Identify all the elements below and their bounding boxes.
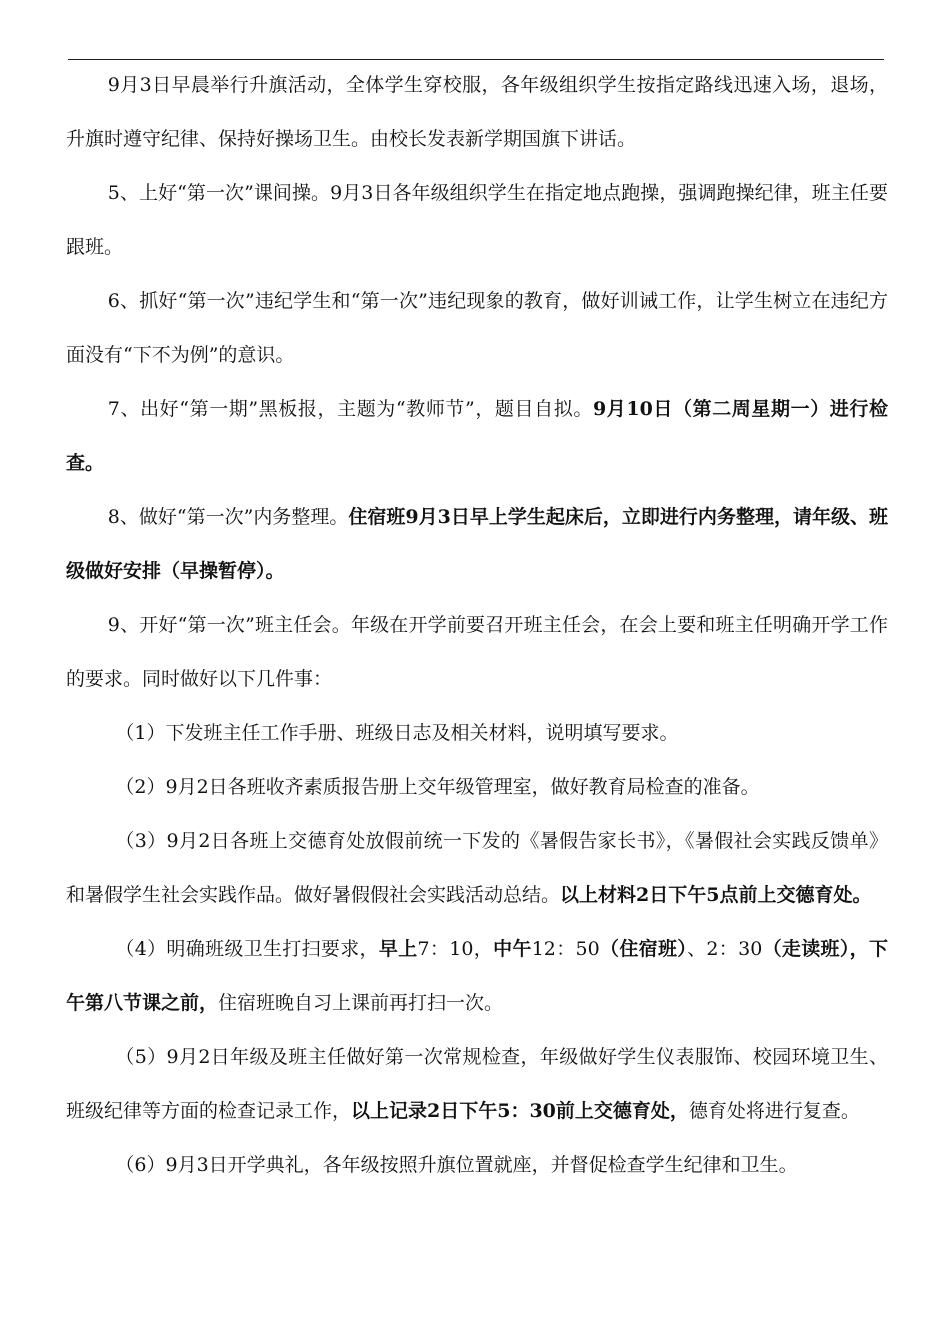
sub-item-paragraph: [66, 760, 888, 814]
bold-text-run: （走读班），下午第八节课之前，: [66, 938, 888, 1014]
sub-item-paragraph: [66, 814, 888, 922]
text-run: （2）9月2日各班收齐素质报告册上交年级管理室，做好教育局检查的准备。: [115, 776, 760, 798]
text-run: 、2：30: [687, 938, 763, 960]
text-run: （3）9月2日各班上交德育处放假前统一下发的《暑假告家长书》，《暑假社会实践反馈单》和暑假学生社会实践作品。做好暑假假社会实践活动总结。: [66, 830, 888, 906]
bold-text-run: 以上记录2日下午5：30前上交德育处，: [351, 1100, 689, 1122]
text-run: 住宿班晚自习上课前再打扫一次。: [218, 992, 504, 1014]
text-run: 12：50: [531, 938, 600, 960]
sub-item-paragraph: [66, 922, 888, 1030]
text-run: 9、开好“第一次”班主任会。年级在开学前要召开班主任会，在会上要和班主任明确开学工作的要求。同时做好以下几件事：: [66, 614, 888, 690]
bold-text-run: 中午: [493, 938, 532, 960]
paragraph: [66, 274, 888, 382]
sub-item-paragraph: [66, 706, 888, 760]
bold-text-run: 以上材料2日下午5点前上交德育处。: [560, 884, 872, 906]
text-run: （5）9月2日年级及班主任做好第一次常规检查，年级做好学生仪表服饰、校园环境卫生、班级纪律等方面的检查记录工作，: [66, 1046, 888, 1122]
bold-text-run: 9月10日（第二周星期一）进行检查。: [66, 398, 888, 474]
bold-text-run: （住宿班）: [599, 938, 688, 960]
text-run: 5、上好“第一次”课间操。9月3日各年级组织学生在指定地点跑操，强调跑操纪律，班主任要跟班。: [66, 182, 888, 258]
paragraph: [66, 166, 888, 274]
bold-text-run: 早上: [378, 938, 418, 960]
text-run: （1）下发班主任工作手册、班级日志及相关材料，说明填写要求。: [115, 722, 679, 744]
bold-text-run: 住宿班9月3日早上学生起床后，立即进行内务整理，请年级、班级做好安排（早操暂停）。: [66, 506, 888, 582]
paragraph: [66, 598, 888, 706]
text-run: （6）9月3日开学典礼，各年级按照升旗位置就座，并督促检查学生纪律和卫生。: [115, 1154, 798, 1176]
text-run: 8、做好“第一次”内务整理。: [107, 506, 349, 528]
text-run: 7、出好“第一期”黑板报，主题为“教师节”，题目自拟。: [107, 398, 593, 420]
sub-item-paragraph: [66, 1030, 888, 1138]
paragraph: [66, 490, 888, 598]
paragraph: [66, 382, 888, 490]
text-run: （4）明确班级卫生打扫要求，: [115, 938, 379, 960]
sub-item-paragraph: [66, 1138, 888, 1192]
paragraph: [66, 58, 888, 166]
text-run: 6、抓好“第一次”违纪学生和“第一次”违纪现象的教育，做好训诫工作，让学生树立在违纪方面没有“下不为例”的意识。: [66, 290, 888, 366]
text-run: 9月3日早晨举行升旗活动，全体学生穿校服，各年级组织学生按指定路线迅速入场，退场，升旗时遵守纪律、保持好操场卫生。由校长发表新学期国旗下讲话。: [66, 74, 888, 150]
document-body: [66, 58, 888, 1192]
text-run: 7：10，: [417, 938, 494, 960]
text-run: 德育处将进行复查。: [688, 1100, 860, 1122]
